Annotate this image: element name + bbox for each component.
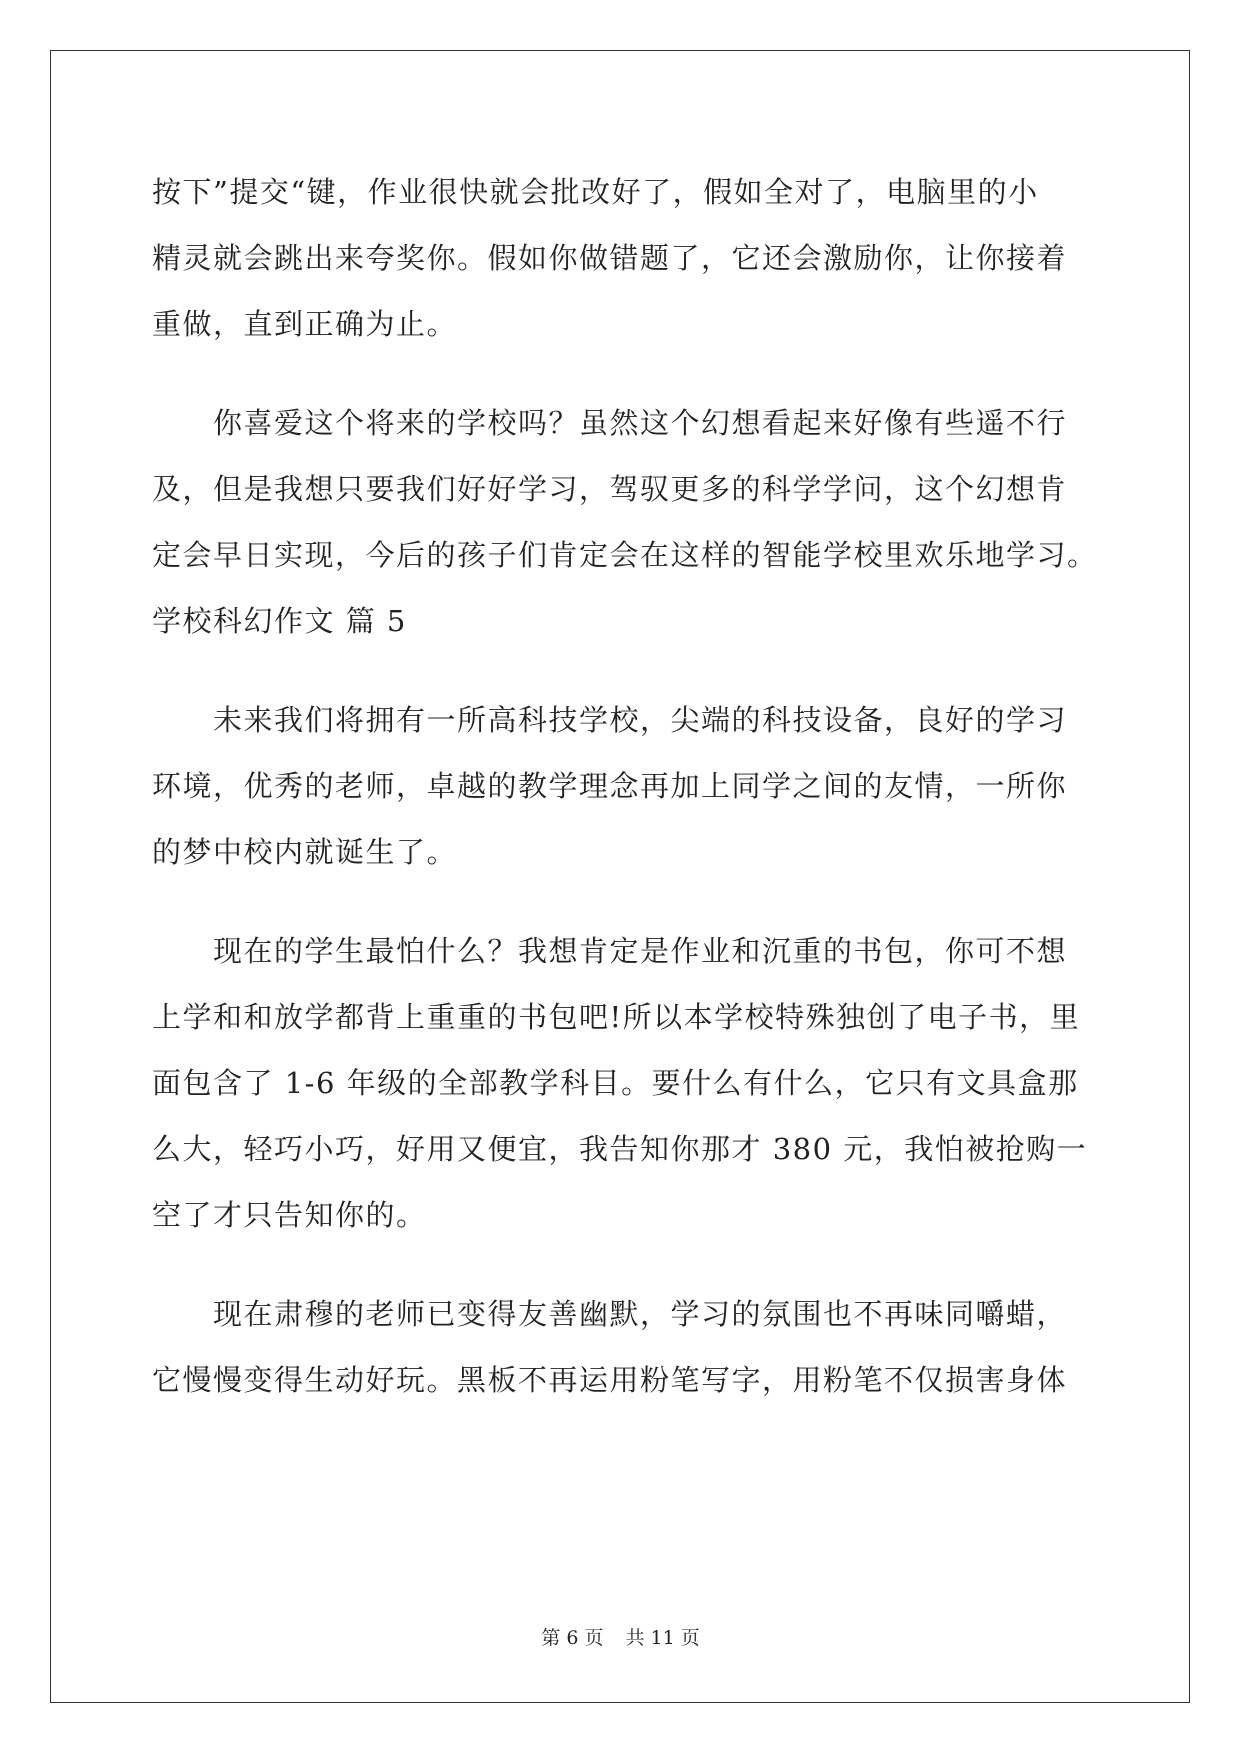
- text-line: 重做，直到正确为止。: [152, 307, 458, 341]
- paragraph-gap: [152, 1248, 1092, 1281]
- text-line: 面包含了 1-6 年级的全部教学科目。要什么有什么，它只有文具盒那: [152, 1066, 1079, 1100]
- page-number-current: 第 6 页: [541, 1627, 604, 1649]
- paragraph-gap: [152, 357, 1092, 390]
- paragraph: [152, 1281, 1092, 1413]
- text-line: 的梦中校内就诞生了。: [152, 835, 458, 869]
- text-line: 你喜爱这个将来的学校吗？虽然这个幻想看起来好像有些遥不行: [152, 406, 1068, 440]
- paragraph: [152, 159, 1092, 357]
- text-line: 按下”提交“键，作业很快就会批改好了，假如全对了，电脑里的小: [152, 175, 1039, 209]
- text-line: 现在的学生最怕什么？我想肯定是作业和沉重的书包，你可不想: [152, 934, 1068, 968]
- text-line: 空了才只告知你的。: [152, 1198, 427, 1232]
- paragraph: [152, 687, 1092, 885]
- paragraph-gap: [152, 654, 1092, 687]
- text-line: 及，但是我想只要我们好好学习，驾驭更多的科学学问，这个幻想肯: [152, 472, 1068, 506]
- page-footer: [0, 1624, 1241, 1652]
- text-line: 精灵就会跳出来夸奖你。假如你做错题了，它还会激励你，让你接着: [152, 241, 1068, 275]
- text-line: 环境，优秀的老师，卓越的教学理念再加上同学之间的友情，一所你: [152, 769, 1068, 803]
- text-line: 定会早日实现，今后的孩子们肯定会在这样的智能学校里欢乐地学习。: [152, 538, 1098, 572]
- text-line: 现在肃穆的老师已变得友善幽默，学习的氛围也不再味同嚼蜡，: [152, 1297, 1068, 1331]
- text-line: 上学和和放学都背上重重的书包吧!所以本学校特殊独创了电子书，里: [152, 1000, 1081, 1034]
- section-heading: 学校科幻作文 篇 5: [152, 604, 407, 638]
- paragraph: [152, 390, 1098, 588]
- paragraph: [152, 918, 1092, 1248]
- document-body: [152, 159, 1098, 1413]
- paragraph-gap: [152, 885, 1092, 918]
- page-number-total: 共 11 页: [625, 1627, 700, 1649]
- text-line: 未来我们将拥有一所高科技学校，尖端的科技设备，良好的学习: [152, 703, 1068, 737]
- text-line: 它慢慢变得生动好玩。黑板不再运用粉笔写字，用粉笔不仅损害身体: [152, 1363, 1068, 1397]
- text-line: 么大，轻巧小巧，好用又便宜，我告知你那才 380 元，我怕被抢购一: [152, 1132, 1088, 1166]
